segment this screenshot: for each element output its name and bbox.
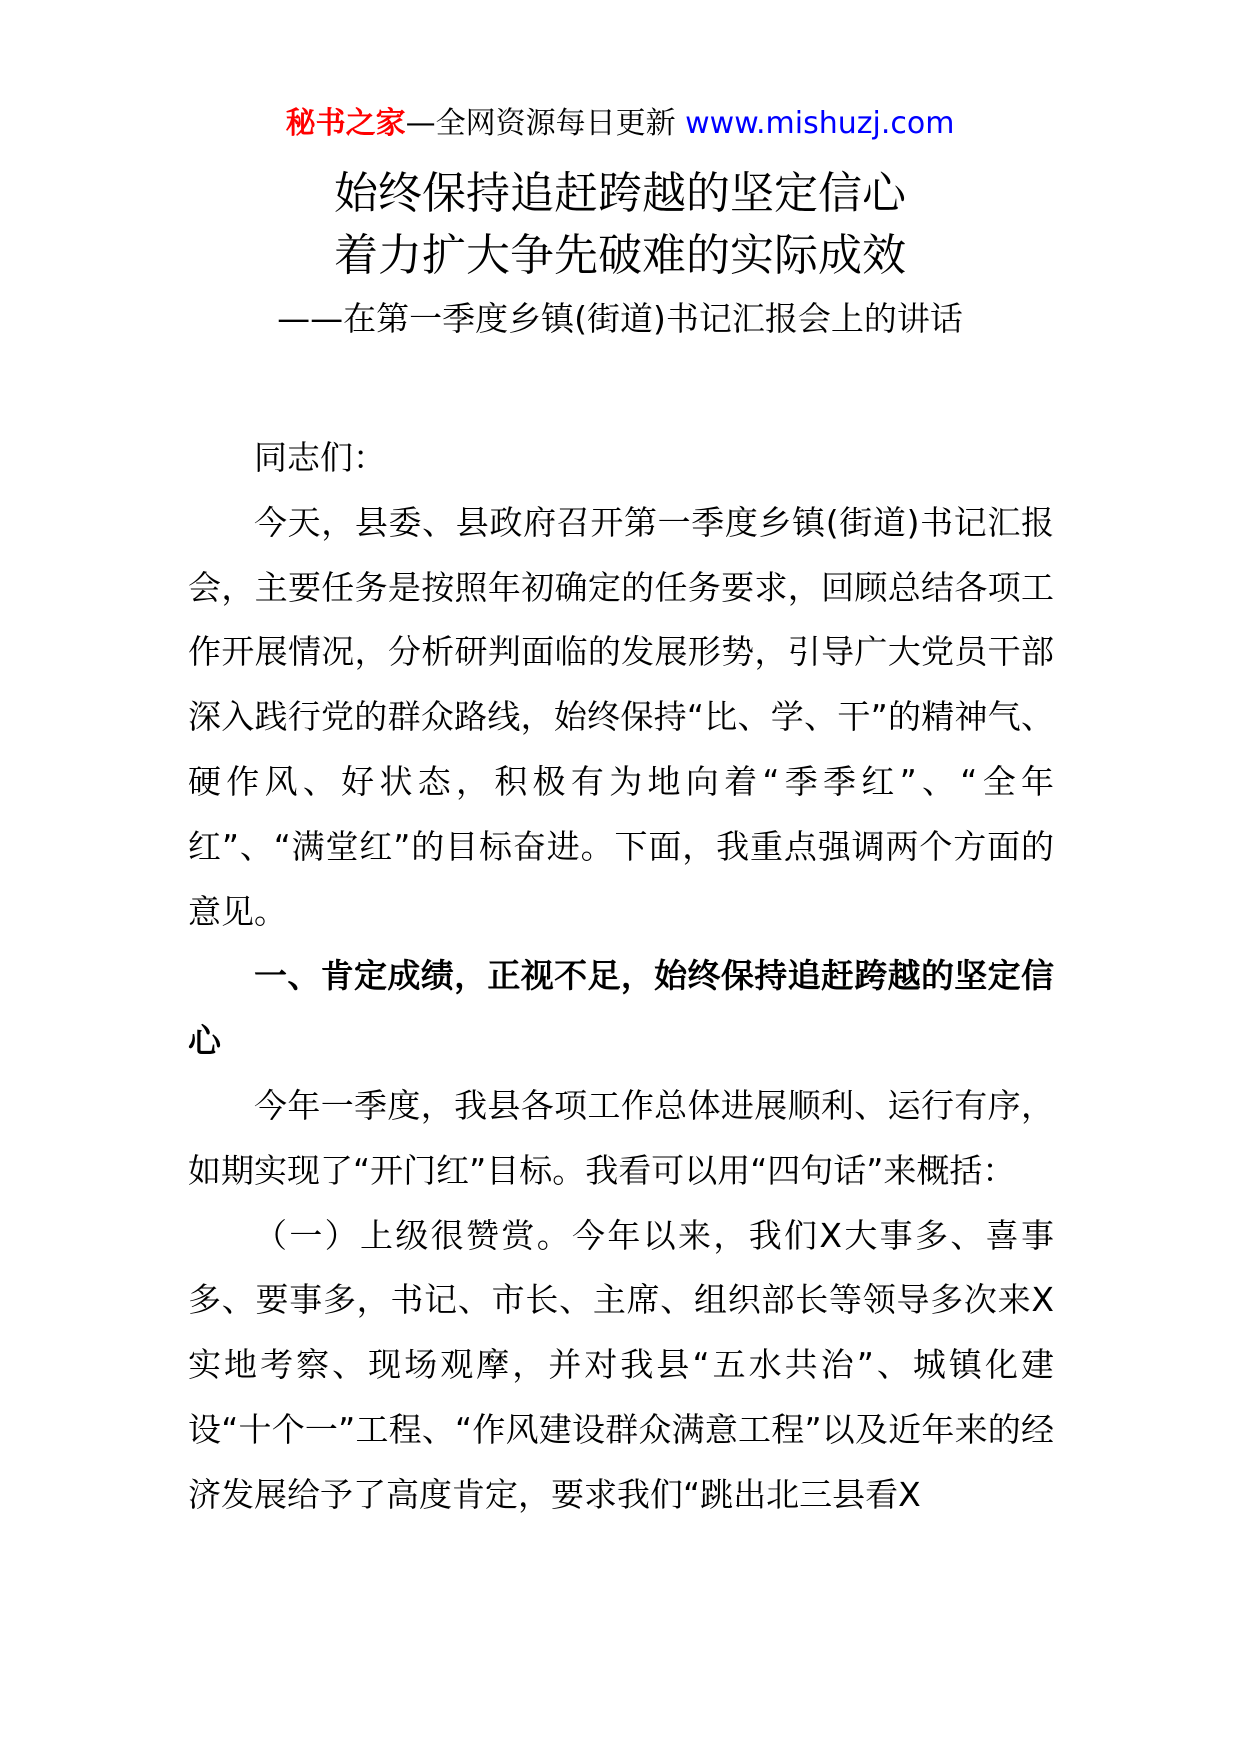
site-banner: [0, 102, 1240, 146]
document-body: [188, 426, 1054, 1528]
site-url[interactable]: www.mishuzj.com: [685, 106, 955, 141]
document-title-line-1: 始终保持追赶跨越的坚定信心: [334, 168, 906, 219]
greeting: 同志们：: [254, 438, 386, 477]
document-title-line-2: 着力扩大争先破难的实际成效: [334, 230, 906, 281]
section-heading: 一、肯定成绩，正视不足，始终保持追赶跨越的坚定信心: [188, 956, 1054, 1061]
document-subtitle: ——在第一季度乡镇(街道)书记汇报会上的讲话: [277, 299, 963, 338]
brand-name: 秘书之家: [285, 106, 406, 141]
paragraph: 今年一季度，我县各项工作总体进展顺利、运行有序，如期实现了“开门红”目标。我看可以用“四句话”来概括：: [188, 1085, 1054, 1190]
paragraph: （一）上级很赞赏。今年以来，我们X大事多、喜事多、要事多，书记、市长、主席、组织部长等领导多次来X实地考察、现场观摩，并对我县“五水共治”、城镇化建设“十个一”工程、“作风建设群众满意工程”以及近年来的经济发展给予了高度肯定，要求我们“跳出北三县看X: [188, 1215, 1054, 1514]
paragraph: 今天，县委、县政府召开第一季度乡镇(街道)书记汇报会，主要任务是按照年初确定的任务要求，回顾总结各项工作开展情况，分析研判面临的发展形势，引导广大党员干部深入践行党的群众路线，始终保持“比、学、干”的精神气、硬作风、好状态，积极有为地向着“季季红”、“全年红”、“满堂红”的目标奋进。下面，我重点强调两个方面的意见。: [188, 502, 1054, 931]
banner-tagline: —全网资源每日更新: [405, 106, 686, 141]
